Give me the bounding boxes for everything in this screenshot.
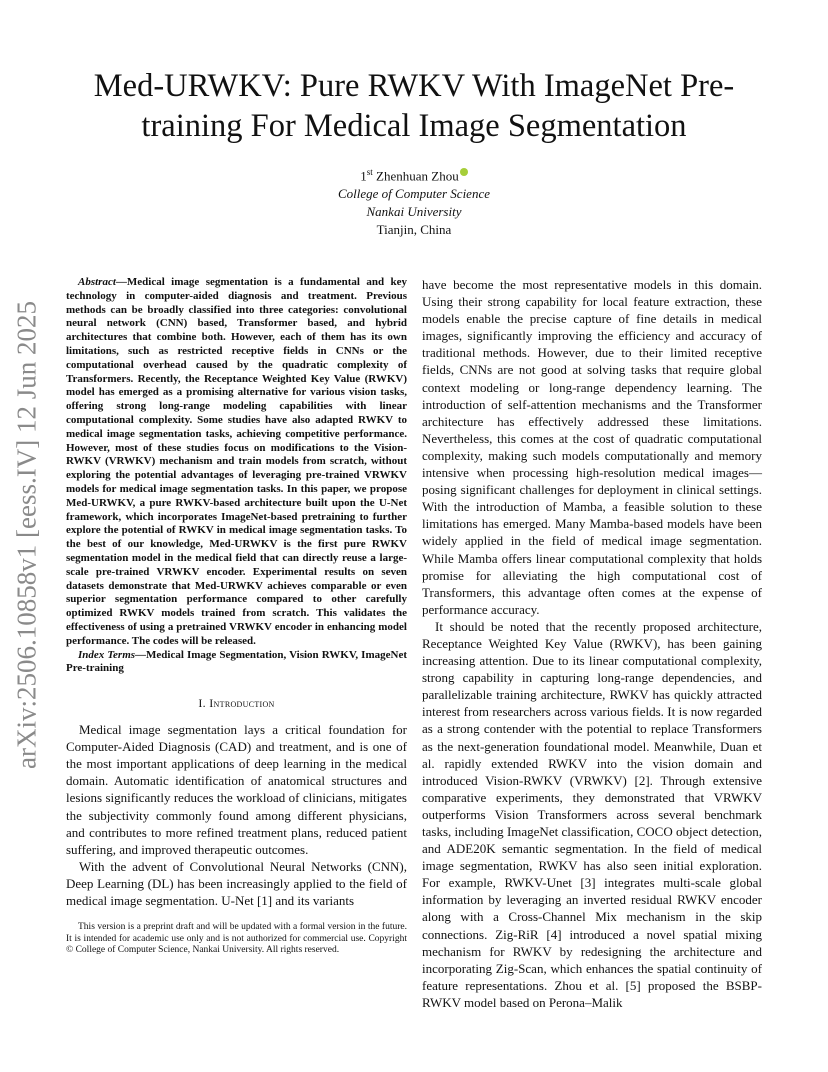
author-ordinal-suffix: st [366, 167, 373, 177]
intro-paragraph-1: Medical image segmentation lays a critical foundation for Computer-Aided Diagnosis (CAD) and treatment, and is one of the most important applications of deep learning in the medical domain. Automatic identification of anatomical structures and lesions significantly reduces the workload of clinicians, mitigates the subjectivity commonly found among different physicians, and contributes to more refined treatment plans, reduced patient suffering, and improved therapeutic outcomes. [66, 722, 407, 857]
author-ordinal: 1 [360, 168, 367, 184]
author-name: Zhenhuan Zhou [376, 168, 459, 184]
arxiv-watermark [4, 295, 50, 775]
section-title: Introduction [209, 696, 275, 711]
arxiv-identifier: arXiv:2506.10858v1 [eess.IV] 12 Jun 2025 [11, 301, 42, 769]
intro-paragraph-4: It should be noted that the recently proposed architecture, Receptance Weighted Key Value (RWKV), has been gaining increasing attention. Due to its linear computational complexity, strong capability in capturing long-range dependencies, and parallelizable training architecture, RWKV has quickly attracted interest from researchers across various fields. It is now regarded as a strong contender with the potential to replace Transformers as the next-generation foundational model. Meanwhile, Duan et al. rapidly extended RWKV into the vision domain and introduced Vision-RWKV (VRWKV) [2]. Through extensive comparative experiments, they demonstrated that VRWKV outperforms Vision Transformers across several benchmark tasks, including ImageNet classification, COCO object detection, and ADE20K semantic segmentation. In the field of medical image segmentation, RWKV has also seen initial exploration. For example, RWKV-Unet [3] integrates multi-scale global information by leveraging an inverted residual RWKV encoder along with a Cross-Channel Mix mechanism in the skip connections. Zig-RiR [4] introduced a novel spatial mixing mechanism for RWKV by redesigning the architecture and incorporating Zig-Scan, which enhances the spatial continuity of feature representations. Zhou et al. [5] proposed the BSBP-RWKV model based on Perona–Malik [422, 618, 762, 1010]
right-column [422, 276, 762, 1011]
orcid-icon[interactable] [460, 168, 468, 176]
index-terms-label: Index Terms [78, 648, 136, 661]
index-terms [66, 649, 407, 677]
author-affiliation-univ: Nankai University [366, 204, 462, 220]
author-affiliation-dept: College of Computer Science [338, 186, 490, 202]
intro-paragraph-2: With the advent of Convolutional Neural Networks (CNN), Deep Learning (DL) has been increasingly applied to the field of medical image segmentation. U-Net [1] and its variants [66, 858, 407, 909]
intro-paragraph-3: have become the most representative models in this domain. Using their strong capability for local feature extraction, these models enable the precise capture of fine details in medical images, significantly improving the efficiency and accuracy of traditional methods. However, due to their limited receptive fields, CNNs are not good at solving tasks that require global context modeling or long-range dependency learning. The introduction of self-attention mechanisms and the Transformer architecture has effectively addressed these limitations. Nevertheless, this comes at the cost of quadratic computational complexity, making such models computationally and memory intensive when processing high-resolution medical images—posing significant challenges for deployment in clinical settings. With the introduction of Mamba, a feasible solution to these limitations has emerged. Many Mamba-based models have been widely applied in the field of medical image segmentation. While Mamba offers linear computational complexity that holds promise for alleviating the high computational cost of Transformers, this advantage often comes at the expense of performance accuracy. [422, 277, 762, 617]
left-column [66, 276, 407, 909]
abstract-text: —Medical image segmentation is a fundamental and key technology in computer-aided diagnosis and treatment. Previous methods can be broadly classified into three categories: convolutional neural network (CNN) based, Transformer based, and hybrid architectures that combine both. However, each of them has its own limitations, such as restricted receptive fields in CNNs or the computational overhead caused by the quadratic complexity of Transformers. Recently, the Receptance Weighted Key Value (RWKV) model has emerged as a promising alternative for various vision tasks, offering strong long-range modeling capabilities with linear computational complexity. Some studies have also adapted RWKV to medical image segmentation tasks, achieving competitive performance. However, most of these studies focus on modifications to the Vision-RWKV (VRWKV) mechanism and train models from scratch, without exploring the potential advantages of leveraging pre-trained VRWKV models for medical image segmentation tasks. In this paper, we propose Med-URWKV, a pure RWKV-based architecture built upon the U-Net framework, which incorporates ImageNet-based pretraining to further explore the potential of RWKV in medical image segmentation tasks. To the best of our knowledge, Med-URWKV is the first pure RWKV segmentation model in the medical field that can directly reuse a large-scale pre-trained VRWKV encoder. Experimental results on seven datasets demonstrate that Med-URWKV achieves comparable or even superior segmentation performance compared to other carefully optimized RWKV models trained from scratch. This validates the effectiveness of using a pretrained VRWKV encoder in enhancing model performance. The codes will be released. [66, 276, 407, 647]
section-heading-introduction [66, 696, 407, 711]
author-block [214, 163, 614, 239]
author-location: Tianjin, China [376, 222, 452, 238]
index-terms-text: —Medical Image Segmentation, Vision RWKV, ImageNet Pre-training [66, 648, 407, 675]
preprint-footnote: This version is a preprint draft and will be updated with a formal version in the future. It is intended for academic use only and is not authorized for commercial use. Copyright © College of Computer Science, Nankai University. All rights reserved. [66, 922, 407, 956]
abstract-label: Abstract [78, 276, 116, 288]
author-name-line [214, 163, 614, 185]
section-numeral: I. [198, 696, 206, 711]
paper-title: Med-URWKV: Pure RWKV With ImageNet Pre-training For Medical Image Segmentation [93, 68, 735, 144]
abstract [66, 276, 407, 649]
